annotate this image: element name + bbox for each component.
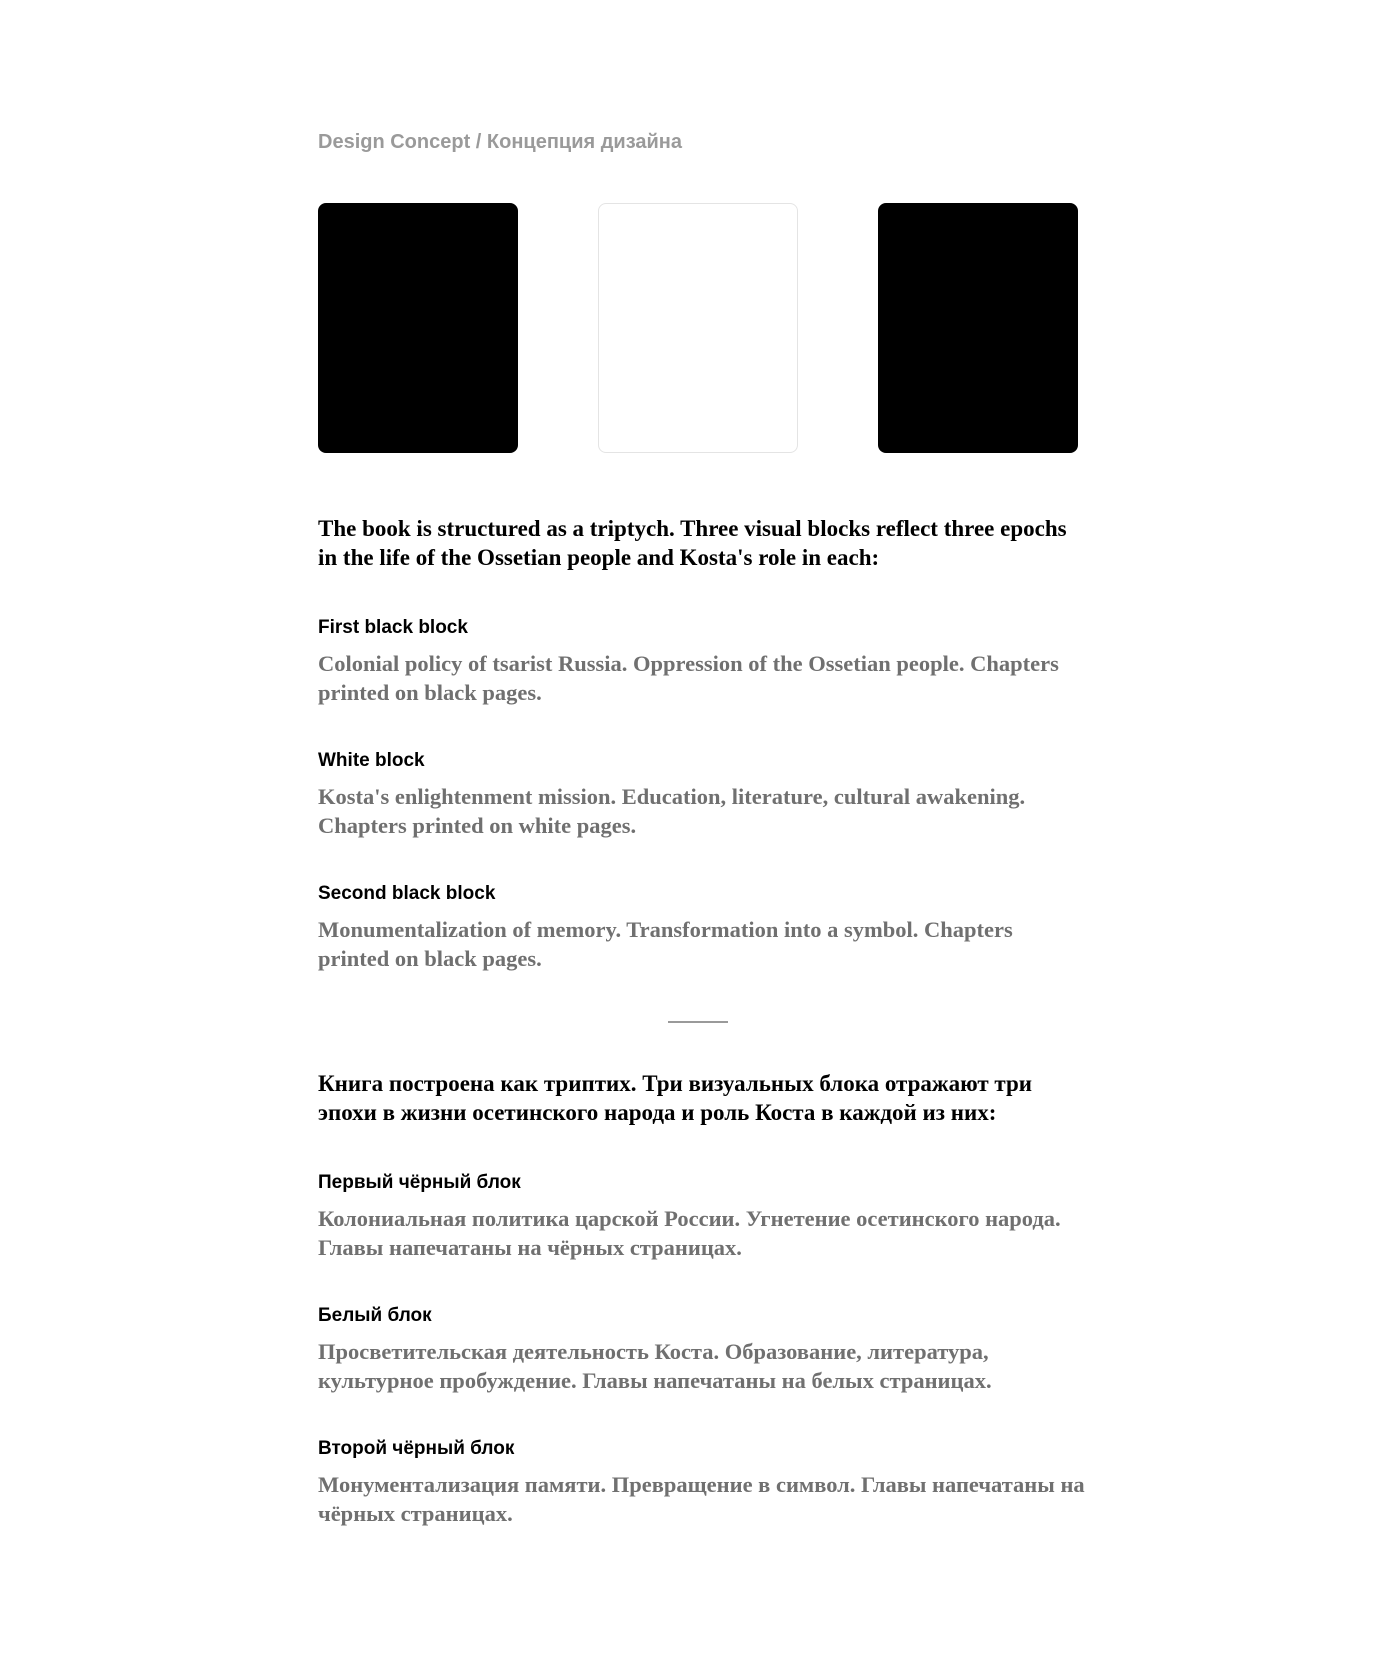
white-panel [598, 203, 798, 453]
english-block-description-1: Colonial policy of tsarist Russia. Oppression of the Ossetian people. Chapters printed on black pages. [318, 651, 1059, 705]
russian-block-description-2: Просветительская деятельность Коста. Образование, литература, культурное пробуждение. Главы напечатаны на белых страницах. [318, 1339, 992, 1393]
russian-block-description-3: Монументализация памяти. Превращение в символ. Главы напечатаны на чёрных страницах. [318, 1472, 1085, 1526]
english-block-title-2: White block [318, 750, 425, 771]
first-black-panel [318, 203, 518, 453]
second-black-panel [878, 203, 1078, 453]
russian-block-description-1: Колониальная политика царской России. Угнетение осетинского народа. Главы напечатаны на чёрных страницах. [318, 1206, 1061, 1260]
section-divider [668, 1021, 728, 1023]
russian-block-title-1: Первый чёрный блок [318, 1172, 521, 1193]
section-label: Design Concept / Концепция дизайна [318, 131, 683, 153]
english-block-title-1: First black block [318, 617, 468, 638]
english-block-description-2: Kosta's enlightenment mission. Education, literature, cultural awakening. Chapters printed on white pages. [318, 784, 1026, 838]
english-intro: The book is structured as a triptych. Three visual blocks reflect three epochs in the life of the Ossetian people and Kosta's role in each: [318, 516, 1067, 570]
english-block-title-3: Second black block [318, 883, 496, 904]
triptych-panels [318, 203, 1078, 453]
russian-intro: Книга построена как триптих. Три визуальных блока отражают три эпохи в жизни осетинского народа и роль Коста в каждой из них: [318, 1071, 1033, 1125]
english-block-description-3: Monumentalization of memory. Transformation into a symbol. Chapters printed on black pages. [318, 917, 1013, 971]
russian-block-title-2: Белый блок [318, 1305, 432, 1326]
russian-block-title-3: Второй чёрный блок [318, 1438, 515, 1459]
